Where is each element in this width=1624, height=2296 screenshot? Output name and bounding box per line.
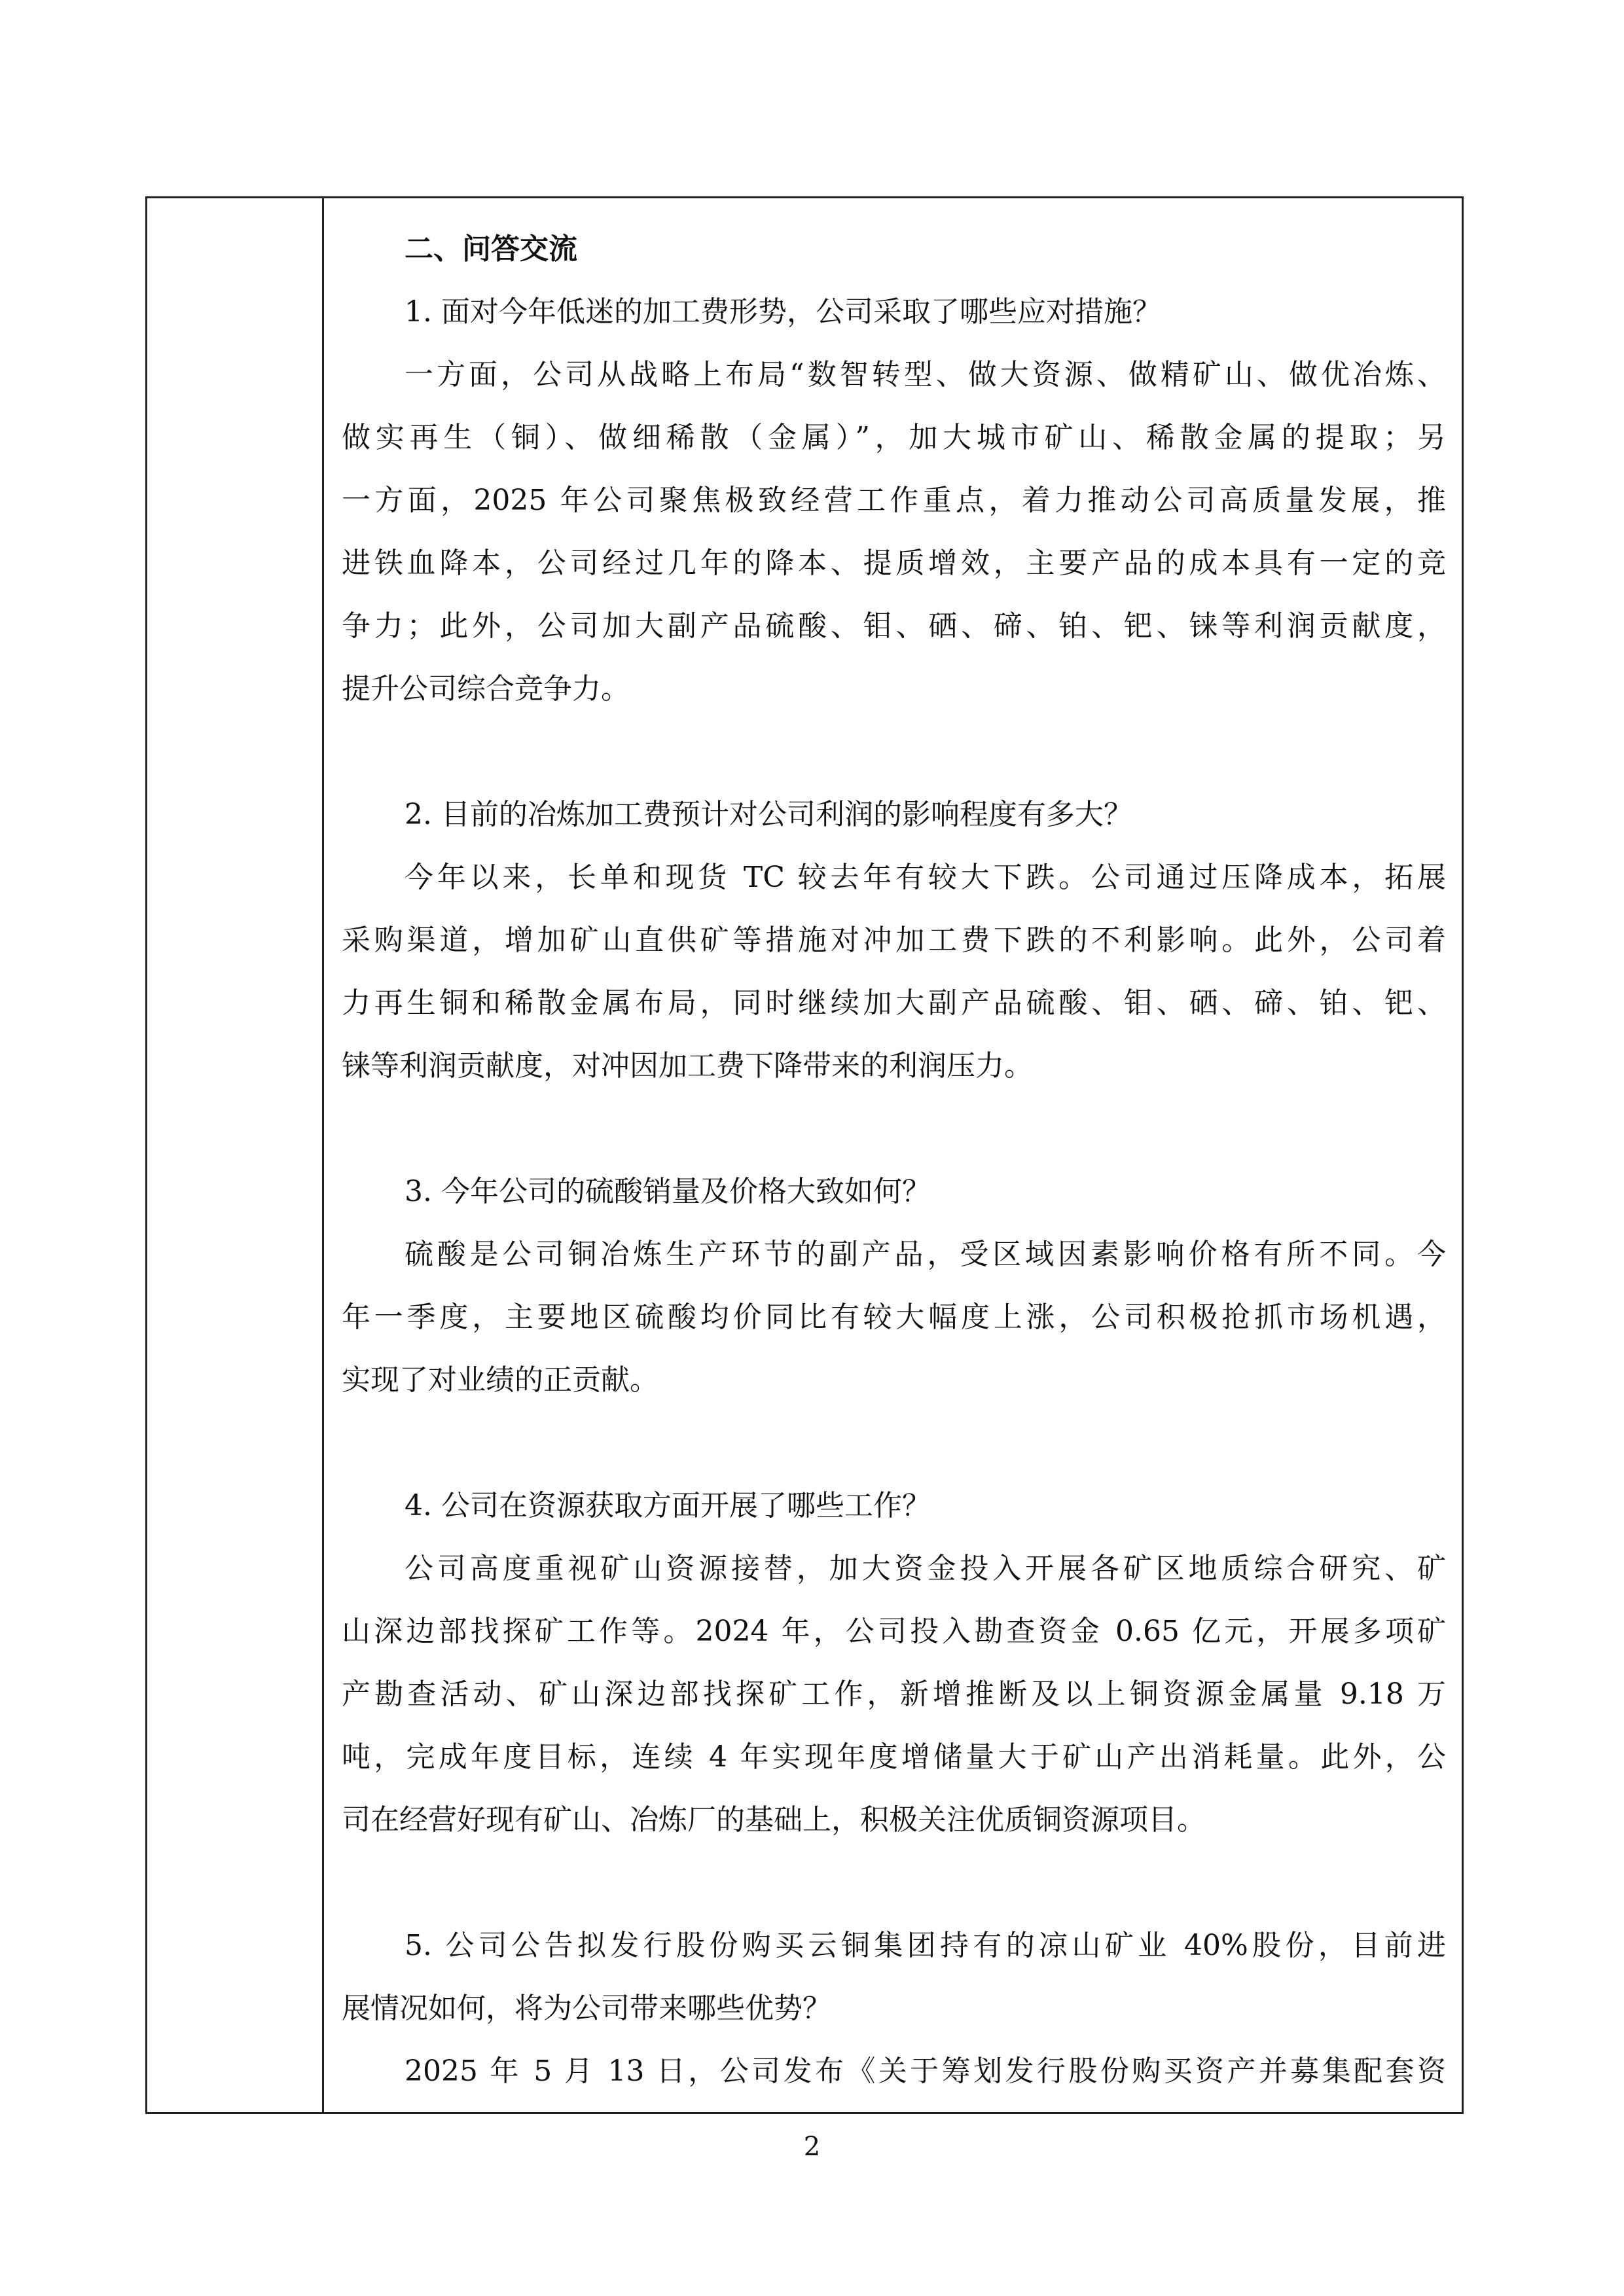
question-3: 3. 今年公司的硫酸销量及价格大致如何？ [405, 1175, 931, 1208]
table-left-column [147, 198, 324, 2112]
answer-3-line-3: 实现了对业绩的正贡献。 [342, 1363, 659, 1397]
answer-1-line-3: 一方面，2025 年公司聚焦极致经营工作重点，着力推动公司高质量发展，推 [342, 484, 1446, 517]
question-4: 4. 公司在资源获取方面开展了哪些工作？ [405, 1489, 931, 1522]
answer-2-line-2: 采购渠道，增加矿山直供矿等措施对冲加工费下跌的不利影响。此外，公司着 [342, 924, 1446, 957]
answer-4-line-5: 司在经营好现有矿山、冶炼厂的基础上，积极关注优质铜资源项目。 [342, 1803, 1206, 1837]
answer-4-line-3: 产勘查活动、矿山深边部找探矿工作，新增推断及以上铜资源金属量 9.18 万 [342, 1677, 1446, 1711]
answer-4-line-2: 山深边部找探矿工作等。2024 年，公司投入勘查资金 0.65 亿元，开展多项矿 [342, 1615, 1446, 1648]
answer-3-line-1: 硫酸是公司铜冶炼生产环节的副产品，受区域因素影响价格有所不同。今 [405, 1238, 1446, 1271]
question-2: 2. 目前的冶炼加工费预计对公司利润的影响程度有多大？ [405, 798, 1132, 831]
answer-4-line-4: 吨，完成年度目标，连续 4 年实现年度增储量大于矿山产出消耗量。此外，公 [342, 1740, 1446, 1774]
table-content-cell [326, 198, 1462, 2112]
qa-table [145, 196, 1464, 2114]
question-5-line-1: 5. 公司公告拟发行股份购买云铜集团持有的凉山矿业 40%股份，目前进 [405, 1929, 1446, 1962]
question-1: 1. 面对今年低迷的加工费形势，公司采取了哪些应对措施？ [405, 295, 1161, 329]
answer-1-line-6: 提升公司综合竞争力。 [342, 672, 630, 706]
answer-5-line-1: 2025 年 5 月 13 日，公司发布《关于筹划发行股份购买资产并募集配套资 [405, 2054, 1446, 2088]
answer-1-line-1: 一方面，公司从战略上布局“数智转型、做大资源、做精矿山、做优冶炼、 [405, 358, 1446, 391]
answer-2-line-3: 力再生铜和稀散金属布局，同时继续加大副产品硫酸、钼、硒、碲、铂、钯、 [342, 986, 1446, 1020]
answer-1-line-2: 做实再生（铜）、做细稀散（金属）”，加大城市矿山、稀散金属的提取；另 [342, 421, 1446, 454]
page-number: 2 [803, 2132, 821, 2162]
answer-3-line-2: 年一季度，主要地区硫酸均价同比有较大幅度上涨，公司积极抢抓市场机遇， [342, 1300, 1446, 1334]
answer-1-line-4: 进铁血降本，公司经过几年的降本、提质增效，主要产品的成本具有一定的竞 [342, 547, 1446, 580]
question-5-line-2: 展情况如何，将为公司带来哪些优势？ [342, 1992, 831, 2025]
answer-2-line-4: 铼等利润贡献度，对冲因加工费下降带来的利润压力。 [342, 1049, 1033, 1083]
section-heading: 二、问答交流 [405, 232, 577, 266]
answer-4-line-1: 公司高度重视矿山资源接替，加大资金投入开展各矿区地质综合研究、矿 [405, 1552, 1446, 1585]
answer-1-line-5: 争力；此外，公司加大副产品硫酸、钼、硒、碲、铂、钯、铼等利润贡献度， [342, 609, 1446, 643]
answer-2-line-1: 今年以来，长单和现货 TC 较去年有较大下跌。公司通过压降成本，拓展 [405, 861, 1446, 894]
